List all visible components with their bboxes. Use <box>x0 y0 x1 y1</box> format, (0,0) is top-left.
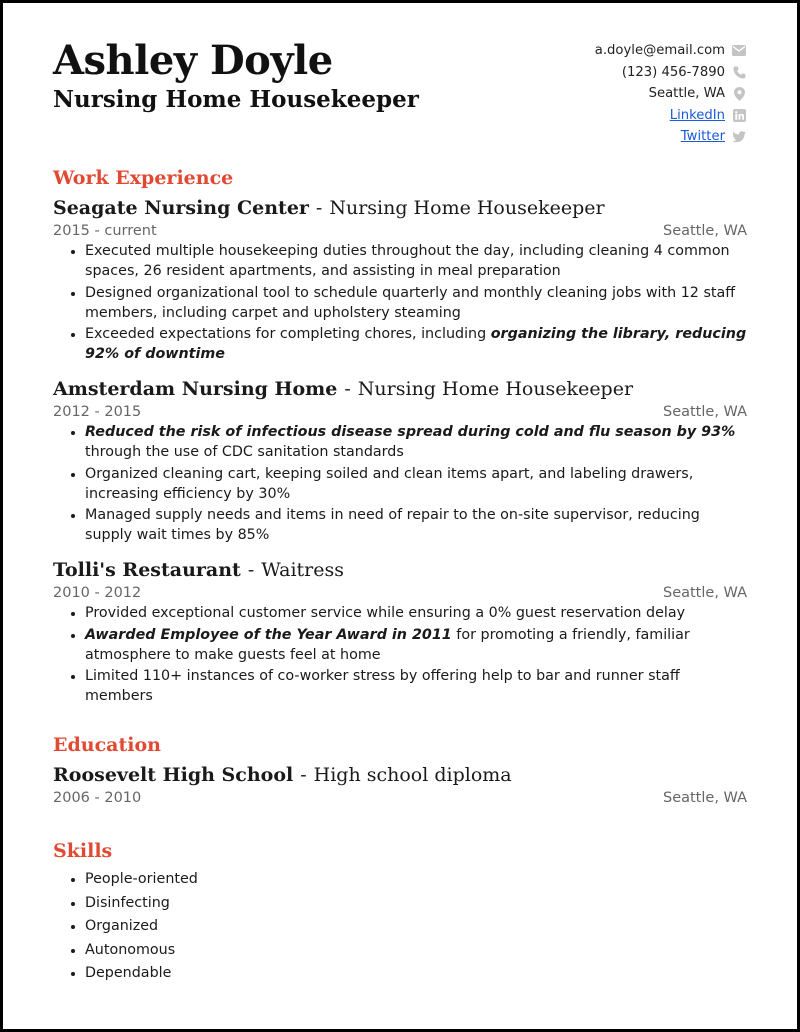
job-entry <box>53 195 747 364</box>
linkedin-link[interactable]: LinkedIn <box>669 107 725 123</box>
skills-title: Skills <box>53 840 113 862</box>
work-experience-title: Work Experience <box>53 167 234 189</box>
job-header <box>53 557 747 583</box>
job-location: Seattle, WA <box>662 223 747 239</box>
job-bullet <box>85 666 747 706</box>
bullet-text: Provided exceptional customer service while ensuring a 0% guest reservation delay <box>85 605 686 621</box>
job-location: Seattle, WA <box>662 585 747 601</box>
skill-item: • Disinfecting <box>85 892 747 914</box>
contact-phone <box>595 62 747 84</box>
email-text: a.doyle@email.com <box>594 43 725 58</box>
job-bullet <box>85 283 747 323</box>
candidate-name: Ashley Doyle <box>53 37 333 84</box>
job-meta <box>53 221 747 241</box>
education-title: Education <box>53 734 161 756</box>
education-separator: - <box>300 764 307 786</box>
job-meta <box>53 402 747 422</box>
location-text: Seattle, WA <box>648 86 725 101</box>
job-bullet <box>85 241 747 281</box>
bullet-text: Executed multiple housekeeping duties throughout the day, including cleaning 4 common spaces, 26 resident apartments, and assisting in meal preparation <box>85 243 730 279</box>
contact-block <box>595 40 747 148</box>
job-bullets <box>53 603 747 706</box>
degree-name: High school diploma <box>313 764 512 786</box>
job-position: Nursing Home Housekeeper <box>357 378 634 400</box>
contact-linkedin <box>595 105 747 127</box>
contact-email <box>595 40 747 62</box>
bullet-text: Designed organizational tool to schedule quarterly and monthly cleaning jobs with 12 staff members, including carpet and upholstery steaming <box>85 284 736 321</box>
candidate-role: Nursing Home Housekeeper <box>53 86 419 113</box>
envelope-icon <box>731 43 747 59</box>
job-bullet <box>85 505 747 545</box>
contact-location <box>595 83 747 105</box>
job-meta <box>53 583 747 603</box>
job-organization: Seagate Nursing Center <box>53 197 309 219</box>
skill-item: • Dependable <box>85 962 747 984</box>
education-header <box>53 762 747 788</box>
job-bullets <box>53 422 747 545</box>
education-location: Seattle, WA <box>662 790 747 806</box>
bullet-text: Organized cleaning cart, keeping soiled and clean items apart, and labeling drawers, increasing efficiency by 30% <box>85 465 694 502</box>
job-bullets <box>53 241 747 364</box>
job-entry <box>53 376 747 545</box>
map-pin-icon <box>731 86 747 102</box>
job-separator: - <box>344 378 351 400</box>
job-dates: 2012 - 2015 <box>53 404 142 420</box>
contact-twitter <box>595 126 747 148</box>
education-dates: 2006 - 2010 <box>53 790 142 806</box>
bullet-text: through the use of CDC sanitation standards <box>85 444 404 460</box>
job-bullet <box>85 422 747 462</box>
job-location: Seattle, WA <box>662 404 747 420</box>
bullet-text: Managed supply needs and items in need of repair to the on-site supervisor, reducing supply wait times by 85% <box>85 507 700 543</box>
job-bullet <box>85 464 747 504</box>
job-entry <box>53 557 747 706</box>
skills-list <box>53 868 747 984</box>
bullet-highlight: organizing the library, reducing 92% of downtime <box>85 326 747 362</box>
job-position: Waitress <box>261 559 344 581</box>
twitter-icon <box>731 129 747 145</box>
skills-section <box>53 838 747 984</box>
bullet-highlight: Awarded Employee of the Year Award in 2011 <box>85 626 452 643</box>
job-organization: Tolli's Restaurant <box>53 559 241 581</box>
job-separator: - <box>315 197 323 219</box>
resume-header <box>53 37 747 165</box>
job-organization: Amsterdam Nursing Home <box>53 378 338 400</box>
bullet-text: Limited 110+ instances of co-worker stress by offering help to bar and runner staff members <box>85 668 680 704</box>
education-section <box>53 732 747 808</box>
education-meta <box>53 788 747 808</box>
job-separator: - <box>247 559 255 581</box>
school-name: Roosevelt High School <box>53 764 294 786</box>
skill-item: • Autonomous <box>85 939 747 961</box>
job-dates: 2010 - 2012 <box>53 585 142 601</box>
skill-item: • People-oriented <box>85 868 747 890</box>
job-bullet <box>85 324 747 364</box>
skill-item: • Organized <box>85 915 747 937</box>
work-experience-section <box>53 165 747 706</box>
job-header <box>53 195 747 221</box>
twitter-link[interactable]: Twitter <box>680 129 725 144</box>
job-bullet <box>85 625 747 665</box>
phone-text: (123) 456-7890 <box>621 64 725 80</box>
linkedin-icon <box>731 107 747 123</box>
job-header <box>53 376 747 402</box>
bullet-text: Exceeded expectations for completing chores, including <box>85 326 491 342</box>
bullet-text: for promoting a friendly, familiar atmosphere to make guests feel at home <box>85 626 690 663</box>
job-bullet <box>85 603 747 623</box>
phone-icon <box>731 64 747 80</box>
job-position: Nursing Home Housekeeper <box>329 197 605 219</box>
bullet-highlight: Reduced the risk of infectious disease spread during cold and flu season by 93% <box>85 424 736 440</box>
job-dates: 2015 - current <box>53 223 157 239</box>
